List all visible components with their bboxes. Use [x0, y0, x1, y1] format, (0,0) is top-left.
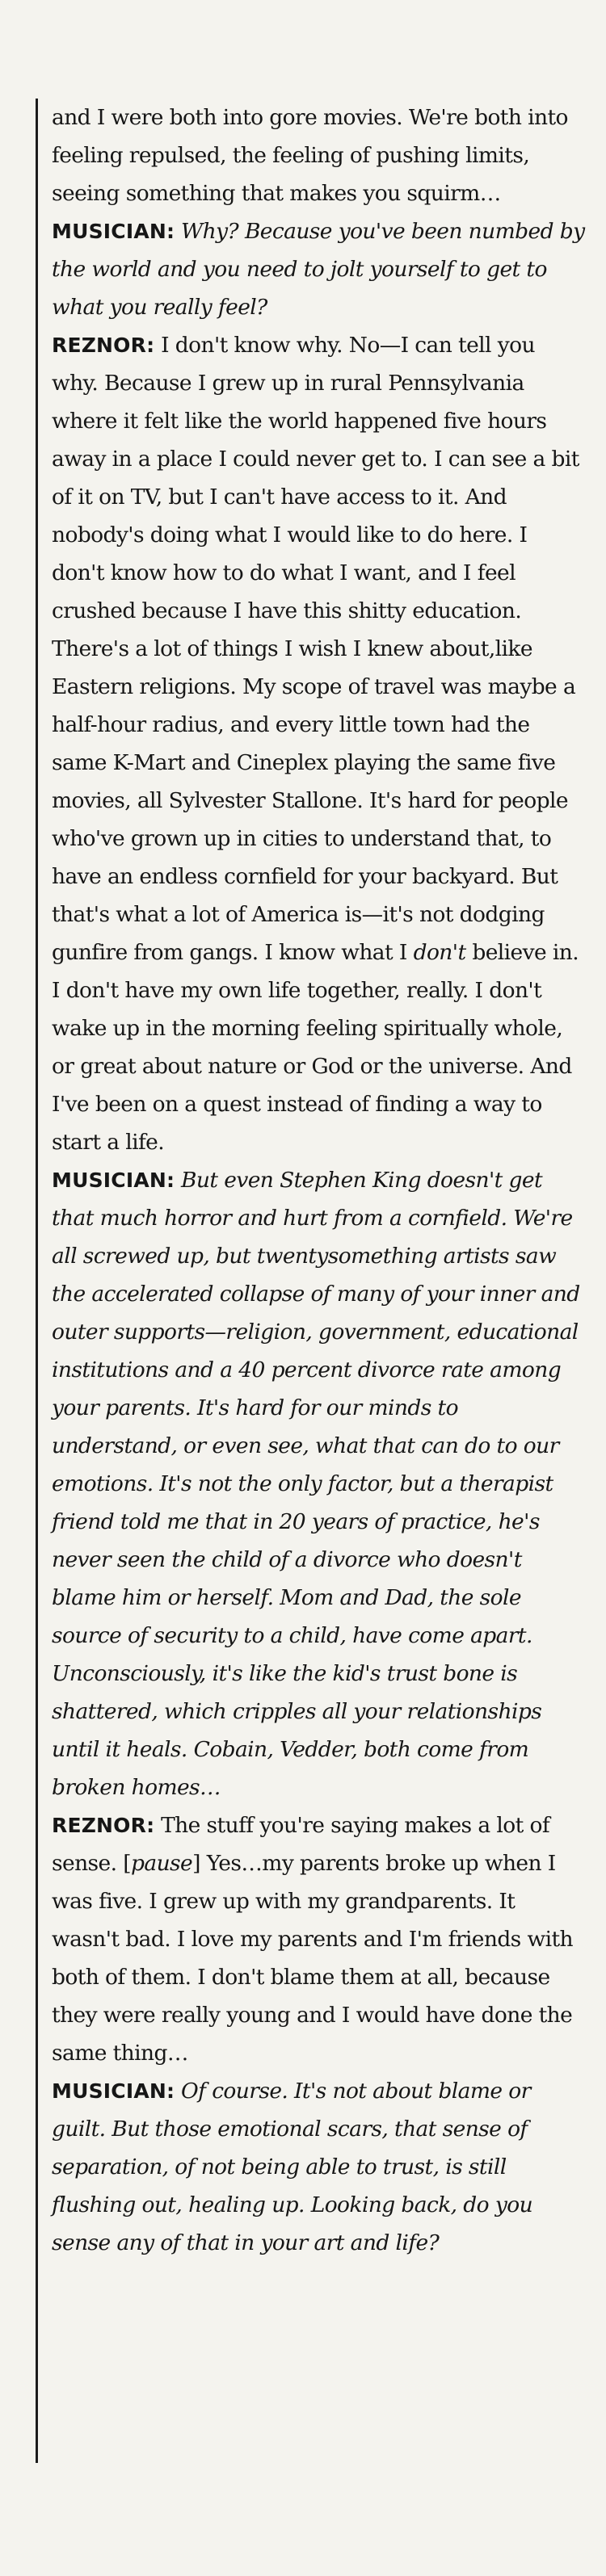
emphasis-text: pause [131, 1851, 193, 1876]
column-rule [36, 99, 38, 2463]
paragraph-musician-question-2 [52, 1161, 585, 1806]
interview-column [52, 99, 585, 2262]
question-text: Of course. It's not about blame or guilt. But those emotional scars, that sense of separation, of not being able to trust, is still flushing out, healing up. Looking back, do you sense any of that in your art and life? [52, 2079, 533, 2255]
answer-text: believe in. I don't have my own life together, really. I don't wake up in the morning feeling spiritually whole, or great about nature or God or the universe. And I've been on a quest instead of finding a way to start a life. [52, 940, 579, 1155]
speaker-label: REZNOR: [52, 1814, 155, 1837]
paragraph-musician-question-3 [52, 2072, 585, 2262]
paragraph-reznor-continued [52, 99, 585, 212]
paragraph-reznor-answer-1 [52, 326, 585, 1161]
paragraph-musician-question-1 [52, 212, 585, 326]
speaker-label: MUSICIAN: [52, 1168, 175, 1192]
emphasis-text: don't [413, 940, 466, 965]
paragraph-text: and I were both into gore movies. We're both into feeling repulsed, the feeling of pushing limits, seeing something that makes you squirm… [52, 105, 568, 206]
speaker-label: REZNOR: [52, 334, 155, 357]
speaker-label: MUSICIAN: [52, 2079, 175, 2103]
answer-text: I don't know why. No—I can tell you why. Because I grew up in rural Pennsylvania where it felt like the world happened five hours away in a place I could never get to. I can see a bit of it on TV, but I can't have access to it. And nobody's doing what I would like to do here. I don't know how to do what I want, and I feel crushed because I have this shitty education. There's a lot of things I wish I knew about,like Eastern religions. My scope of travel was maybe a half-hour radius, and every little town had the same K-Mart and Cineplex playing the same five movies, all Sylvester Stallone. It's hard for people who've grown up in cities to understand that, to have an endless cornfield for your backyard. But that's what a lot of America is—it's not dodging gunfire from gangs. I know what I [52, 333, 579, 965]
speaker-label: MUSICIAN: [52, 220, 175, 243]
answer-text: The stuff you're saying makes a lot of sense. [ [52, 1813, 550, 1876]
paragraph-reznor-answer-2 [52, 1806, 585, 2072]
answer-text: ] Yes…my parents broke up when I was five. I grew up with my grandparents. It wasn't bad. I love my parents and I'm friends with both of them. I don't blame them at all, because they were really young and I would have done the same thing… [52, 1851, 573, 2066]
question-text: But even Stephen King doesn't get that much horror and hurt from a cornfield. We're all screwed up, but twentysomething artists saw the accelerated collapse of many of your inner and outer supports—religion, government, educational institutions and a 40 percent divorce rate among your parents. It's hard for our minds to understand, or even see, what that can do to our emotions. It's not the only factor, but a therapist friend told me that in 20 years of practice, he's never seen the child of a divorce who doesn't blame him or herself. Mom and Dad, the sole source of security to a child, have come apart. Unconsciously, it's like the kid's trust bone is shattered, which cripples all your relationships until it heals. Cobain, Vedder, both come from broken homes… [52, 1168, 580, 1800]
question-text: Why? Because you've been numbed by the world and you need to jolt yourself to get to what you really feel? [52, 219, 585, 320]
